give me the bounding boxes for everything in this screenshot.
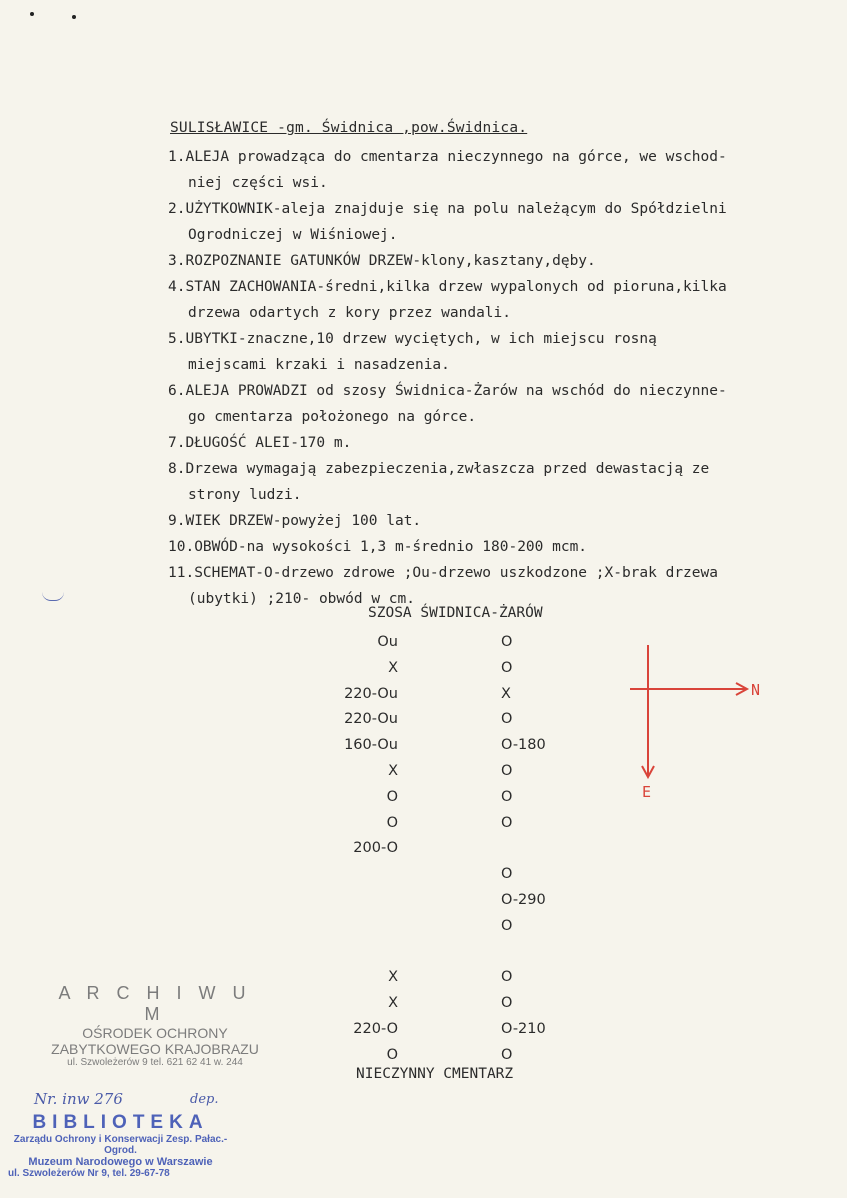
ink-speck [30, 12, 34, 16]
list-item [168, 430, 838, 456]
right-tree-cell: O-180 [501, 737, 546, 754]
compass-east-label: E [642, 783, 652, 801]
left-tree-cell: X [388, 995, 398, 1012]
right-tree-cell: X [501, 685, 511, 702]
item-continuation-line: go cmentarza położonego na górce. [188, 409, 477, 425]
schema-cemetery-label: NIECZYNNY CMENTARZ [356, 1066, 514, 1082]
item-continuation-line: Ogrodniczej w Wiśniowej. [188, 227, 398, 243]
ink-speck [72, 15, 76, 19]
right-tree-cell: O [501, 763, 513, 779]
right-tree-cell: O [501, 659, 513, 676]
right-tree-cell: O [501, 711, 513, 728]
item-continuation-line: miejscami krzaki i nasadzenia. [188, 357, 450, 373]
list-item [168, 144, 838, 196]
left-tree-cell: 200-O [353, 840, 398, 857]
document-heading: SULISŁAWICE -gm. Świdnica ,pow.Świdnica. [170, 120, 528, 136]
left-tree-cell: O [386, 788, 398, 805]
item-line: 1.ALEJA prowadząca do cmentarza nieczynnego na górce, we wschod- [168, 149, 727, 165]
archive-stamp [45, 983, 265, 1068]
list-item [168, 248, 838, 274]
margin-pencil-mark [42, 592, 64, 601]
item-list [168, 144, 838, 612]
list-item [168, 534, 838, 560]
item-line: 6.ALEJA PROWADZI od szosy Świdnica-Żarów na wschód do nieczynne- [168, 383, 727, 399]
item-line: 7.DŁUGOŚĆ ALEI-170 m. [168, 435, 352, 451]
item-line: 2.UŻYTKOWNIK-aleja znajduje się na polu należącym do Spółdzielni [168, 201, 727, 217]
right-tree-cell: O [501, 814, 513, 831]
item-line: 11.SCHEMAT-O-drzewo zdrowe ;Ou-drzewo uszkodzone ;X-brak drzewa [168, 565, 718, 581]
left-tree-cell: 220-Ou [344, 711, 398, 728]
right-tree-cell: O [501, 788, 513, 805]
deposit-note: dep. [190, 1092, 219, 1107]
item-line: 9.WIEK DRZEW-powyżej 100 lat. [168, 513, 422, 529]
library-stamp-line: Muzeum Narodowego w Warszawie [28, 1156, 213, 1168]
compass-icon [620, 645, 780, 805]
list-item [168, 378, 838, 430]
left-tree-cell: 220-Ou [344, 685, 398, 702]
right-tree-cell: O-210 [501, 1021, 546, 1037]
item-continuation-line: niej części wsi. [188, 175, 328, 191]
item-continuation-line: strony ludzi. [188, 487, 302, 503]
left-tree-cell: 220-O [353, 1021, 398, 1037]
item-line: 8.Drzewa wymagają zabezpieczenia,zwłaszcza przed dewastacją ze [168, 461, 710, 477]
item-line: 5.UBYTKI-znaczne,10 drzew wyciętych, w ich miejscu rosną [168, 331, 657, 347]
list-item [168, 274, 838, 326]
list-item [168, 326, 838, 378]
right-tree-cell: O [501, 917, 513, 934]
left-tree-cell: Ou [377, 634, 398, 650]
list-item [168, 508, 838, 534]
item-continuation-line: drzewa odartych z kory przez wandali. [188, 305, 512, 321]
left-tree-cell: X [388, 659, 398, 676]
archive-stamp-line: OŚRODEK OCHRONY [82, 1025, 228, 1041]
item-continuation-line: (ubytki) ;210- obwód w cm. [188, 591, 415, 607]
right-tree-cell: O [501, 1046, 513, 1063]
left-tree-cell: 160-Ou [344, 737, 398, 754]
library-stamp-line: BIBLIOTEKA [32, 1112, 209, 1133]
left-tree-cell: O [386, 1046, 398, 1063]
archive-stamp-line: ul. Szwoleżerów 9 tel. 621 62 41 w. 244 [67, 1057, 243, 1068]
right-tree-cell: O [501, 969, 513, 986]
archive-stamp-line: ZABYTKOWEGO KRAJOBRAZU [51, 1041, 259, 1057]
item-line: 10.OBWÓD-na wysokości 1,3 m-średnio 180-200 mcm. [168, 539, 588, 555]
list-item [168, 456, 838, 508]
compass-north-label: N [751, 681, 761, 699]
inventory-note: Nr. inw 276 [34, 1090, 123, 1108]
item-line: 3.ROZPOZNANIE GATUNKÓW DRZEW-klony,kasztany,dęby. [168, 253, 596, 269]
schema-road-label: SZOSA ŚWIDNICA-ŻARÓW [368, 605, 543, 621]
right-tree-cell: O [501, 634, 513, 650]
list-item [168, 196, 838, 248]
left-tree-cell: X [388, 763, 398, 779]
library-stamp-line: Zarządu Ochrony i Konserwacji Zesp. Pałac.-Ogrod. [13, 1134, 228, 1156]
left-tree-cell: X [388, 969, 398, 986]
right-tree-cell: O [501, 866, 513, 883]
right-tree-cell: O [501, 995, 513, 1012]
left-tree-cell: O [386, 814, 398, 831]
item-line: 4.STAN ZACHOWANIA-średni,kilka drzew wypalonych od pioruna,kilka [168, 279, 727, 295]
archive-stamp-line: A R C H I W U M [58, 983, 252, 1024]
library-stamp [8, 1112, 233, 1179]
library-stamp-line: ul. Szwoleżerów Nr 9, tel. 29-67-78 [8, 1168, 170, 1179]
right-tree-cell: O-290 [501, 892, 546, 908]
